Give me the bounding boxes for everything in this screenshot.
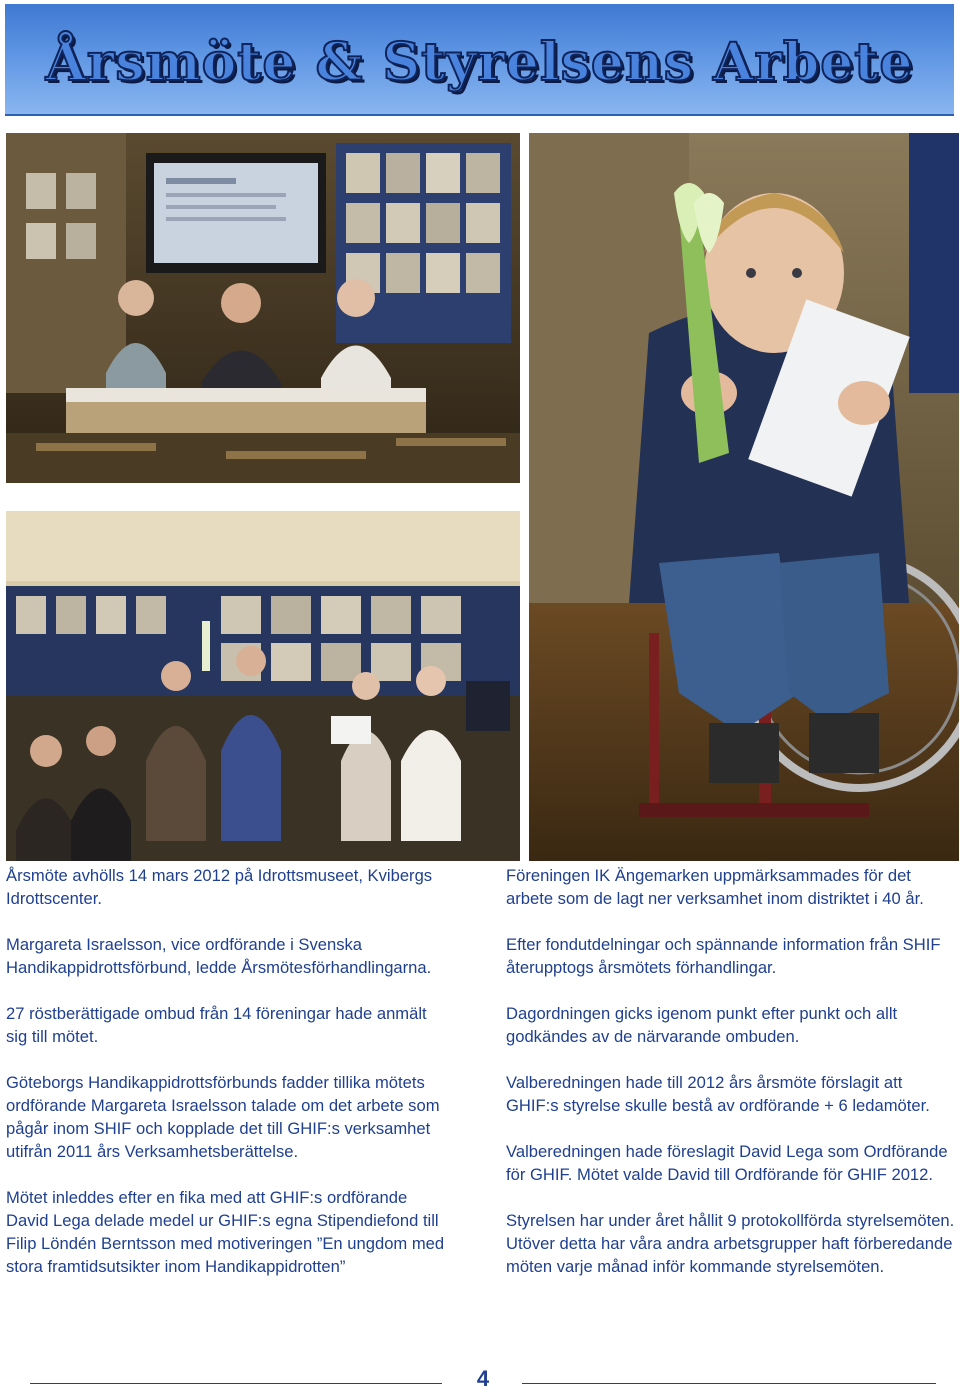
paragraph-sponsor-speech: Göteborgs Handikappidrottsförbunds fadder tillika mötets ordförande Margareta Israelsson talade om det arbete som pågår inom SHIF och kopplade det till GHIF:s verksamhet utifrån 2011 års Verksamhetsberättelse. — [6, 1073, 440, 1161]
paragraph-meeting-chair: Margareta Israelsson, vice ordförande i Svenska Handikappidrottsförbund, ledde Årsmötesförhandlingarna. — [6, 935, 432, 977]
paragraph-nomination-board: Valberedningen hade till 2012 års årsmöte förslagit att GHIF:s styrelse skulle bestå av ordförande + 6 ledamöter. — [506, 1073, 930, 1115]
left-text-column — [6, 864, 446, 1301]
paragraph-club-recognition: Föreningen IK Ängemarken uppmärksammades för det arbete som de lagt ner verksamhet inom distriktet i 40 år. — [506, 866, 924, 908]
page-number: 4 — [476, 1366, 490, 1391]
title-banner — [5, 4, 954, 116]
award-presentation-photo — [6, 511, 520, 861]
page-title: Årsmöte & Styrelsens Arbete — [45, 32, 914, 93]
right-text-column — [506, 864, 958, 1301]
boy-wheelchair-photo — [529, 133, 959, 861]
paragraph-meeting-date: Årsmöte avhölls 14 mars 2012 på Idrottsmuseet, Kvibergs Idrottscenter. — [6, 866, 433, 908]
footer-divider-right — [522, 1383, 936, 1384]
paragraph-board-meetings: Styrelsen har under året hållit 9 protokollförda styrelsemöten. Utöver detta har våra andra arbetsgrupper haft förberedande möten varje månad inför kommande styrelsemöten. — [506, 1211, 955, 1276]
paragraph-agenda: Dagordningen gicks igenom punkt efter punkt och allt godkändes av de närvarande ombuden. — [506, 1004, 898, 1046]
meeting-panel-photo — [6, 133, 520, 483]
paragraph-chair-election: Valberedningen hade föreslagit David Lega som Ordförande för GHIF. Mötet valde David till Ordförande för GHIF 2012. — [506, 1142, 948, 1184]
paragraph-scholarship: Mötet inleddes efter en fika med att GHIF:s ordförande David Lega delade medel ur GHIF:s egna Stipendiefond till Filip Löndén Berntsson med motiveringen ”En ungdom med stora framtidsutsikter inom Handikappidrotten” — [6, 1188, 445, 1276]
paragraph-delegates: 27 röstberättigade ombud från 14 föreningar hade anmält sig till mötet. — [6, 1004, 427, 1046]
paragraph-negotiations-resumed: Efter fondutdelningar och spännande information från SHIF återupptogs årsmötets förhandlingar. — [506, 935, 941, 977]
footer-divider-left — [30, 1383, 442, 1384]
